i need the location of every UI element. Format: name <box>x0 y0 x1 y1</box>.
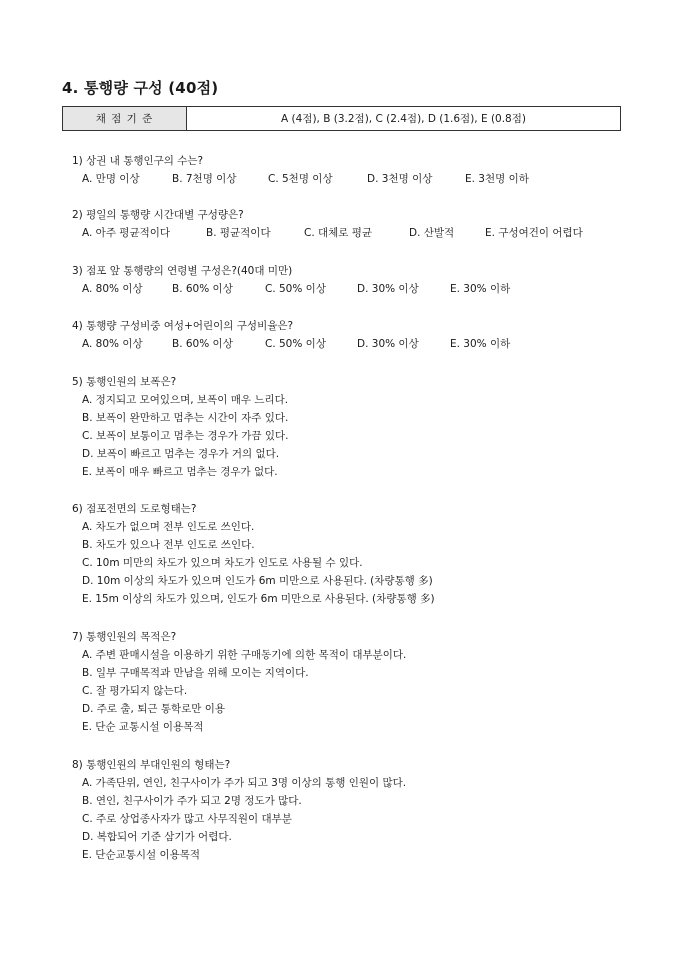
question-options <box>82 391 288 481</box>
question-5 <box>72 373 288 481</box>
option-b: B. 평균적이다 <box>206 227 271 239</box>
option-c: C. 보폭이 보통이고 멈추는 경우가 가끔 있다. <box>82 430 289 442</box>
option-c: C. 5천명 이상 <box>268 173 333 185</box>
question-2 <box>72 206 583 242</box>
question-text: 2) 평일의 통행량 시간대별 구성량은? <box>72 209 244 221</box>
option-a: A. 가족단위, 연인, 친구사이가 주가 되고 3명 이상의 통행 인원이 많다. <box>82 777 407 789</box>
question-text: 5) 통행인원의 보폭은? <box>72 376 177 388</box>
question-options <box>82 774 406 864</box>
option-a: A. 만명 이상 <box>82 173 140 185</box>
option-c: C. 대체로 평균 <box>304 227 373 239</box>
question-8 <box>72 756 406 864</box>
question-3 <box>72 262 510 298</box>
question-options <box>82 335 510 353</box>
option-e: E. 30% 이하 <box>450 283 511 295</box>
option-c: C. 잘 평가되지 않는다. <box>82 685 188 697</box>
option-a: A. 차도가 없으며 전부 인도로 쓰인다. <box>82 521 255 533</box>
section-title: 4. 통행량 구성 (40점) <box>62 79 219 97</box>
criteria-value: A (4점), B (3.2점), C (2.4점), D (1.6점), E (0.8점) <box>281 113 526 125</box>
option-a: A. 주변 판매시설을 이용하기 위한 구매동기에 의한 목적이 대부분이다. <box>82 649 407 661</box>
question-text: 8) 통행인원의 부대인원의 형태는? <box>72 759 231 771</box>
question-options <box>82 170 529 188</box>
option-d: D. 주로 출, 퇴근 통학로만 이용 <box>82 703 226 715</box>
criteria-label: 채 점 기 준 <box>63 107 187 130</box>
option-c: C. 주로 상업종사자가 많고 사무직원이 대부분 <box>82 813 292 825</box>
question-4 <box>72 317 510 353</box>
option-b: B. 차도가 있으나 전부 인도로 쓰인다. <box>82 539 255 551</box>
option-d: D. 10m 이상의 차도가 있으며 인도가 6m 미만으로 사용된다. (차량통행 多) <box>82 575 433 587</box>
question-1 <box>72 152 529 188</box>
option-d: D. 3천명 이상 <box>367 173 433 185</box>
option-a: A. 80% 이상 <box>82 338 143 350</box>
question-options <box>82 224 583 242</box>
option-d: D. 30% 이상 <box>357 283 419 295</box>
option-d: D. 산발적 <box>409 227 455 239</box>
option-a: A. 아주 평균적이다 <box>82 227 171 239</box>
option-d: D. 30% 이상 <box>357 338 419 350</box>
option-e: E. 단순 교통시설 이용목적 <box>82 721 204 733</box>
option-c: C. 50% 이상 <box>265 338 326 350</box>
question-text: 3) 점포 앞 통행량의 연령별 구성은?(40대 미만) <box>72 265 293 277</box>
question-6 <box>72 500 435 608</box>
option-b: B. 60% 이상 <box>172 338 233 350</box>
scoring-criteria-table <box>62 106 621 131</box>
option-e: E. 보폭이 매우 빠르고 멈추는 경우가 없다. <box>82 466 278 478</box>
question-options <box>82 518 435 608</box>
question-text: 4) 통행량 구성비중 여성+어린이의 구성비율은? <box>72 320 294 332</box>
option-b: B. 60% 이상 <box>172 283 233 295</box>
option-a: A. 80% 이상 <box>82 283 143 295</box>
question-text: 6) 점포전면의 도로형태는? <box>72 503 197 515</box>
option-b: B. 7천명 이상 <box>172 173 237 185</box>
option-b: B. 보폭이 완만하고 멈추는 시간이 자주 있다. <box>82 412 289 424</box>
option-b: B. 연인, 친구사이가 주가 되고 2명 정도가 많다. <box>82 795 302 807</box>
option-e: E. 구성여건이 어렵다 <box>485 227 583 239</box>
option-c: C. 10m 미만의 차도가 있으며 차도가 인도로 사용될 수 있다. <box>82 557 363 569</box>
question-options <box>82 646 406 736</box>
option-c: C. 50% 이상 <box>265 283 326 295</box>
question-text: 7) 통행인원의 목적은? <box>72 631 177 643</box>
question-options <box>82 280 510 298</box>
question-7 <box>72 628 406 736</box>
option-d: D. 복합되어 기준 삼기가 어렵다. <box>82 831 232 843</box>
option-e: E. 15m 이상의 차도가 있으며, 인도가 6m 미만으로 사용된다. (차량통행 多) <box>82 593 435 605</box>
option-a: A. 정지되고 모여있으며, 보폭이 매우 느리다. <box>82 394 289 406</box>
option-e: E. 단순교통시설 이용목적 <box>82 849 201 861</box>
option-b: B. 일부 구매목적과 만남을 위해 모이는 지역이다. <box>82 667 309 679</box>
question-text: 1) 상권 내 통행인구의 수는? <box>72 155 204 167</box>
option-e: E. 30% 이하 <box>450 338 511 350</box>
option-d: D. 보폭이 빠르고 멈추는 경우가 거의 없다. <box>82 448 280 460</box>
option-e: E. 3천명 이하 <box>465 173 529 185</box>
